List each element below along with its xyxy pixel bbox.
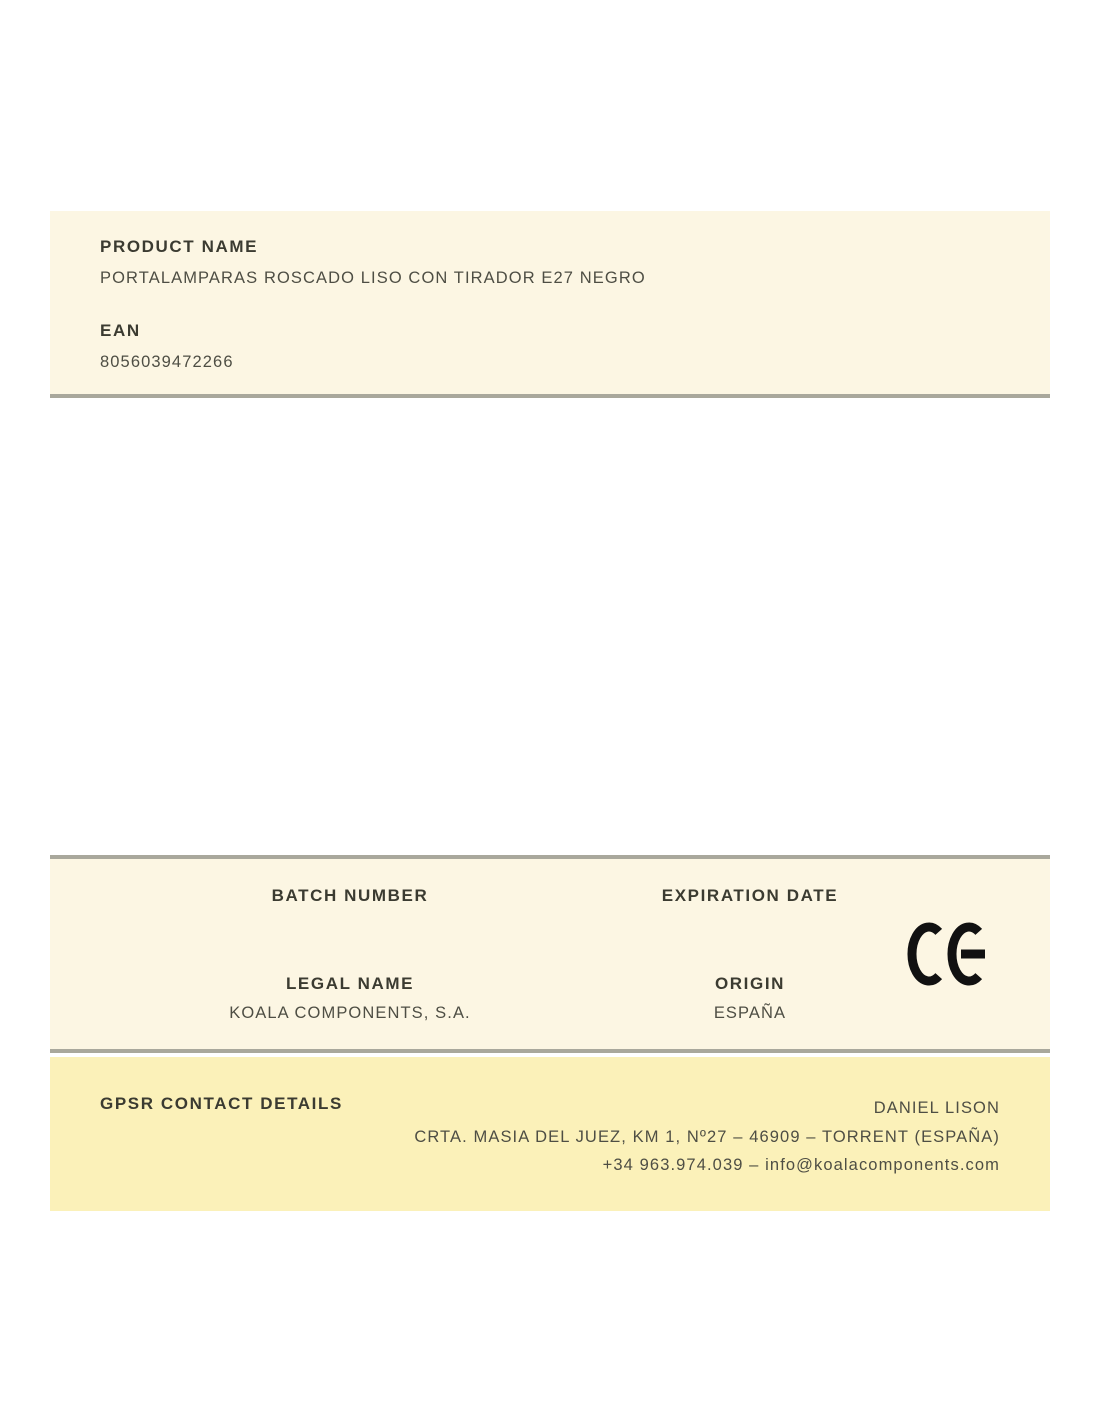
expiration-date-label: EXPIRATION DATE	[661, 886, 839, 905]
gpsr-contact-address: CRTA. MASIA DEL JUEZ, KM 1, Nº27 – 46909 – TORRENT (ESPAÑA)	[414, 1127, 1000, 1146]
batch-legal-column	[50, 859, 650, 1049]
ean-value: 8056039472266	[100, 353, 234, 371]
gpsr-contact-panel	[50, 1057, 1050, 1211]
origin-value: ESPAÑA	[713, 1004, 787, 1022]
origin-field	[650, 974, 850, 1023]
origin-label: ORIGIN	[714, 974, 786, 993]
ean-label: EAN	[100, 321, 141, 340]
ce-mark-icon	[907, 922, 993, 986]
legal-name-value: KOALA COMPONENTS, S.A.	[229, 1004, 471, 1022]
legal-name-field	[50, 974, 650, 1023]
product-info-panel	[50, 211, 1050, 398]
ean-field	[100, 321, 1000, 372]
gpsr-contact-name: DANIEL LISON	[873, 1099, 1000, 1117]
product-name-label: PRODUCT NAME	[100, 237, 259, 256]
gpsr-contact-label: GPSR CONTACT DETAILS	[100, 1094, 343, 1113]
gpsr-contact-phone-email: +34 963.974.039 – info@koalacomponents.com	[602, 1156, 1000, 1174]
expiration-origin-column	[650, 859, 850, 1049]
batch-legal-panel	[50, 855, 1050, 1053]
product-name-value: PORTALAMPARAS ROSCADO LISO CON TIRADOR E27 NEGRO	[100, 269, 646, 287]
batch-number-label: BATCH NUMBER	[271, 886, 429, 905]
ce-mark-container	[850, 859, 1050, 1049]
product-name-field	[100, 237, 1000, 288]
legal-name-label: LEGAL NAME	[285, 974, 415, 993]
gpsr-contact-lines	[414, 1094, 1000, 1180]
